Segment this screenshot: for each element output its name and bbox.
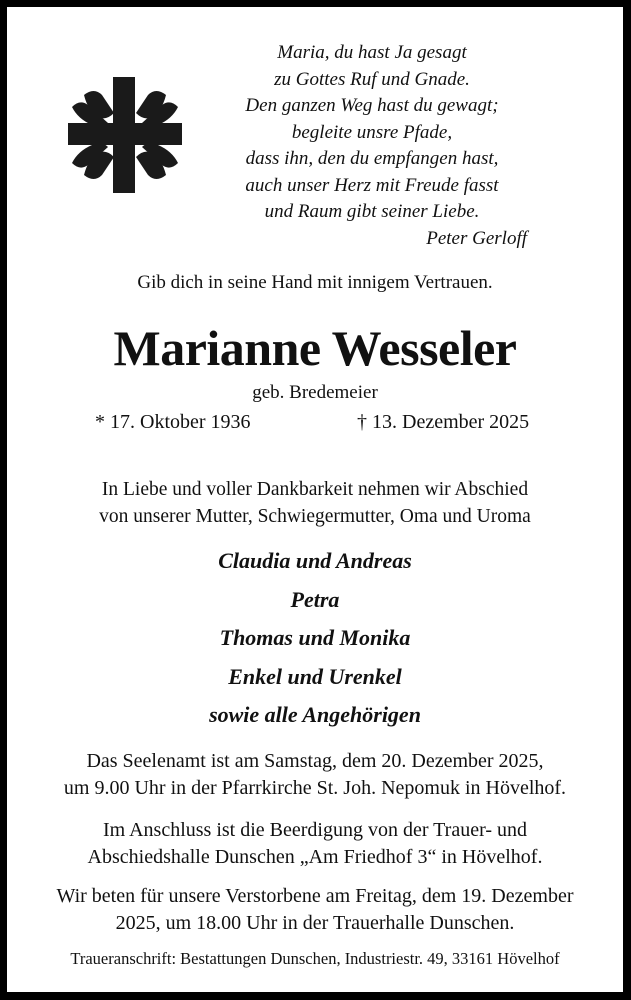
poem (207, 40, 537, 252)
family-list (7, 542, 623, 735)
info-line: Im Anschluss ist die Beerdigung von der Trauer- und (102, 819, 527, 841)
poem-line: begleite unsre Pfade, (291, 121, 453, 143)
poem-line: dass ihn, den du empfangen hast, (245, 148, 499, 169)
family-member: sowie alle Angehörigen (209, 702, 421, 727)
poem-line: zu Gottes Ruf und Gnade. (274, 68, 470, 90)
family-member: Enkel und Urenkel (228, 663, 402, 689)
mourning-address: Traueranschrift: Bestattungen Dunschen, Industriestr. 49, 33161 Hövelhof (70, 949, 560, 968)
motto: Gib dich in seine Hand mit innigem Vertrauen. (137, 272, 493, 293)
family-member: Thomas und Monika (219, 625, 411, 650)
deceased-name: Marianne Wesseler (113, 320, 517, 376)
family-member: Claudia und Andreas (218, 548, 412, 573)
poem-line: und Raum gibt seiner Liebe. (264, 201, 480, 222)
caritas-cross-icon (62, 73, 188, 197)
info-line: Abschiedshalle Dunschen „Am Friedhof 3“ in Hövelhof. (87, 846, 543, 868)
info-line: 2025, um 18.00 Uhr in der Trauerhalle Dunschen. (115, 912, 515, 934)
poem-line: Maria, du hast Ja gesagt (277, 42, 467, 63)
info-line: um 9.00 Uhr in der Pfarrkirche St. Joh. Nepomuk in Hövelhof. (63, 777, 567, 799)
family-member: Petra (290, 586, 340, 612)
farewell-text (7, 476, 623, 530)
info-line: Das Seelenamt ist am Samstag, dem 20. Dezember 2025, (86, 750, 544, 772)
birth-name: geb. Bredemeier (252, 382, 378, 403)
poem-line: Den ganzen Weg hast du gewagt; (245, 95, 499, 116)
prayer-info (7, 883, 623, 937)
poem-line: auch unser Herz mit Freude fasst (245, 174, 499, 196)
info-line: Wir beten für unsere Verstorbene am Freitag, dem 19. Dezember (56, 885, 574, 907)
burial-info (7, 817, 623, 871)
poem-author: Peter Gerloff (426, 227, 527, 249)
farewell-line: von unserer Mutter, Schwiegermutter, Oma und Uroma (99, 506, 531, 527)
birth-date: * 17. Oktober 1936 (95, 411, 251, 433)
farewell-line: In Liebe und voller Dankbarkeit nehmen wir Abschied (101, 479, 529, 500)
death-date: † 13. Dezember 2025 (357, 411, 530, 433)
requiem-mass-info (7, 748, 623, 802)
